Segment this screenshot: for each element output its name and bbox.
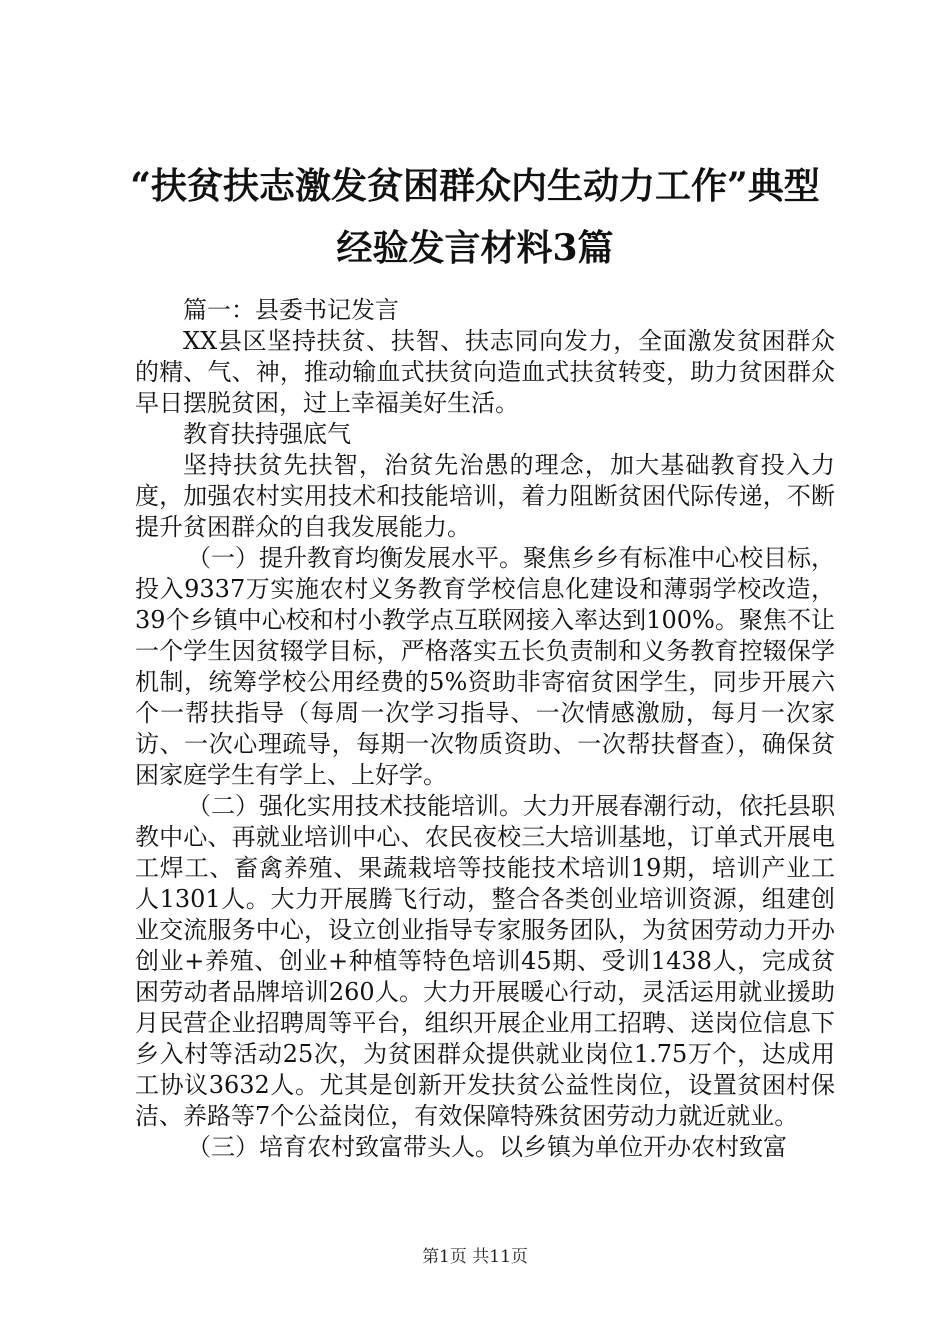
document-title-line-2: 经验发言材料3篇 <box>336 227 614 269</box>
document-title-line-1: “扶贫扶志激发贫困群众内生动力工作”典型 <box>130 165 820 207</box>
body-paragraph: （一）提升教育均衡发展水平。聚焦乡乡有标准中心校目标，投入9337万实施农村义务教育学校信息化建设和薄弱学校改造，39个乡镇中心校和村小教学点互联网接入率达到100%。聚焦不让一个学生因贫辍学目标，严格落实五长负责制和义务教育控辍保学机制，统筹学校公用经费的5%资助非寄宿贫困学生，同步开展六个一帮扶指导（每周一次学习指导、一次情感激励，每月一次家访、一次心理疏导，每期一次物质资助、一次帮扶督查），确保贫困家庭学生有学上、上好学。 <box>135 544 835 789</box>
page-number-footer: 第1页 共11页 <box>422 1247 528 1267</box>
body-paragraph: XX县区坚持扶贫、扶智、扶志同向发力，全面激发贫困群众的精、气、神，推动输血式扶贫向造血式扶贫转变，助力贫困群众早日摆脱贫困，过上幸福美好生活。 <box>135 327 835 417</box>
document-body <box>135 295 835 1163</box>
section-heading: 篇一：县委书记发言 <box>183 296 399 324</box>
body-paragraph: 坚持扶贫先扶智，治贫先治愚的理念，加大基础教育投入力度，加强农村实用技术和技能培训，着力阻断贫困代际传递，不断提升贫困群众的自我发展能力。 <box>135 451 835 541</box>
body-paragraph: （二）强化实用技术技能培训。大力开展春潮行动，依托县职教中心、再就业培训中心、农民夜校三大培训基地，订单式开展电工焊工、畜禽养殖、果蔬栽培等技能技术培训19期，培训产业工人1301人。大力开展腾飞行动，整合各类创业培训资源，组建创业交流服务中心，设立创业指导专家服务团队，为贫困劳动力开办创业+养殖、创业+种植等特色培训45期、受训1438人，完成贫困劳动者品牌培训260人。大力开展暖心行动，灵活运用就业援助月民营企业招聘周等平台，组织开展企业用工招聘、送岗位信息下乡入村等活动25次，为贫困群众提供就业岗位1.75万个，达成用工协议3632人。尤其是创新开发扶贫公益性岗位，设置贫困村保洁、养路等7个公益岗位，有效保障特殊贫困劳动力就近就业。 <box>135 792 835 1130</box>
body-paragraph: （三）培育农村致富带头人。以乡镇为单位开办农村致富 <box>187 1133 787 1161</box>
subsection-heading: 教育扶持强底气 <box>183 420 351 448</box>
